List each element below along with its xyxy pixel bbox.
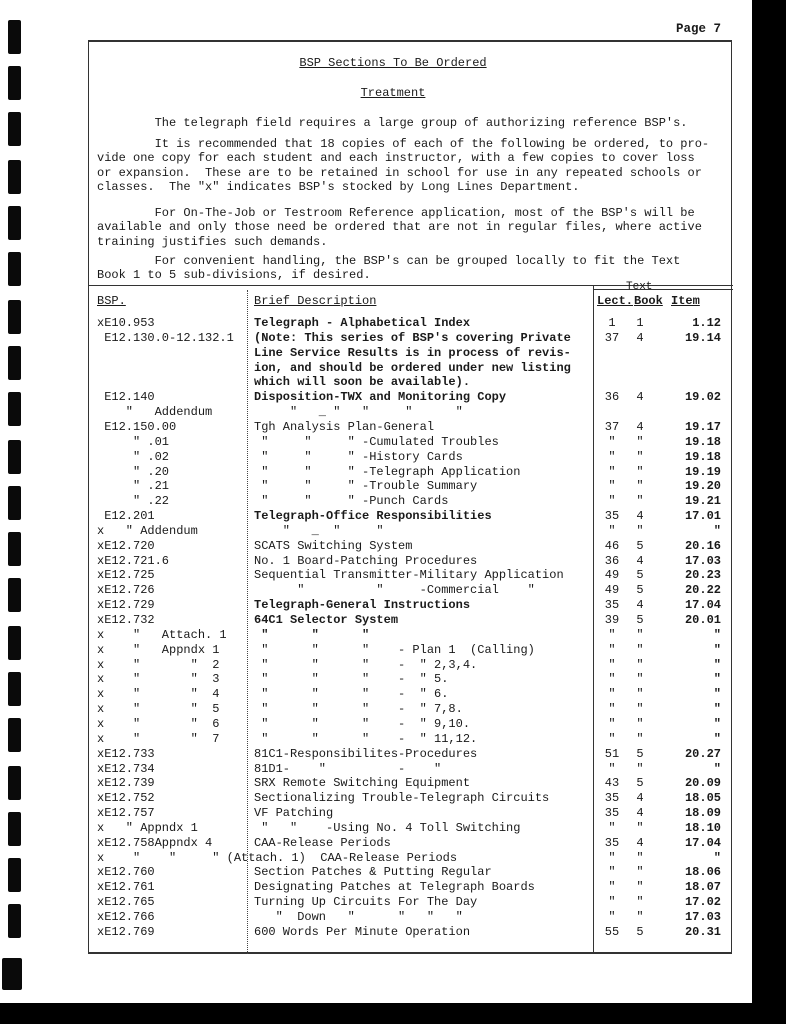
bsp-cell: x " " " (Attach. 1) CAA-Release Periods [97, 850, 458, 865]
description-cell: " " " - " 2,3,4. [254, 657, 478, 672]
description-cell: Sectionalizing Trouble-Telegraph Circuits [254, 791, 550, 806]
description-cell: " " " -History Cards [254, 449, 463, 464]
book-cell: " [636, 716, 644, 731]
lect-cell: 1 [608, 316, 616, 330]
lect-cell: " [608, 479, 616, 494]
item-cell: " [713, 627, 721, 642]
table-row [0, 895, 786, 910]
item-cell: 17.03 [684, 553, 721, 568]
table-row [0, 628, 786, 643]
description-cell: Sequential Transmitter-Military Application [254, 568, 564, 583]
paragraph-recommendation: It is recommended that 18 copies of each of the following be ordered, to pro- vide one copy for each student and each instructor, with a few copies to cover loss or expansion. These are to be retained in school for use in any repeated schools or classes. The "x" indicates BSP's stocked by Long Lines Department. [97, 137, 710, 194]
book-cell: " [636, 642, 644, 657]
item-cell: " [713, 702, 721, 717]
header-book: Book [634, 294, 663, 308]
book-cell: " [636, 731, 644, 746]
lect-cell: " [608, 657, 616, 672]
lect-cell: " [608, 464, 616, 479]
table-row [0, 450, 786, 465]
description-cell: " " " - " 5. [254, 672, 449, 687]
table-row [0, 702, 786, 717]
description-cell: " " -Using No. 4 Toll Switching [254, 820, 521, 835]
item-cell: " [713, 672, 721, 687]
book-cell: " [636, 850, 644, 865]
bsp-cell: xE12.729 [97, 598, 155, 613]
lect-cell: " [608, 880, 616, 895]
description-cell: which will soon be available). [254, 375, 471, 390]
book-cell: " [636, 434, 644, 449]
description-cell: " " -Commercial " [254, 583, 535, 598]
lect-cell: 35 [604, 598, 620, 613]
book-cell: 4 [636, 509, 644, 524]
binding-hole [2, 958, 22, 990]
lect-cell: 35 [604, 509, 620, 524]
description-cell: " " " - " 6. [254, 687, 449, 702]
table-row [0, 465, 786, 480]
table-row [0, 509, 786, 524]
item-cell: 17.03 [684, 910, 721, 924]
lect-cell: " [608, 702, 616, 717]
item-cell: 19.20 [684, 479, 721, 494]
lect-cell: 49 [604, 583, 620, 598]
lect-cell: " [608, 672, 616, 687]
book-cell: 4 [636, 330, 644, 345]
table-row [0, 316, 786, 331]
book-cell: " [636, 910, 644, 924]
description-cell: 600 Words Per Minute Operation [254, 924, 471, 939]
item-cell: 17.01 [684, 509, 721, 524]
item-cell: 18.07 [684, 880, 721, 895]
table-row [0, 851, 786, 866]
bsp-cell: xE12.769 [97, 924, 155, 939]
table-row [0, 405, 786, 420]
bsp-cell: " .20 [97, 464, 170, 479]
document-title: BSP Sections To Be Ordered [299, 56, 487, 70]
book-cell: " [636, 672, 644, 687]
description-cell: " " " - " 9,10. [254, 716, 471, 731]
description-cell: 81C1-Responsibilites-Procedures [254, 746, 478, 761]
table-row [0, 494, 786, 509]
book-cell: 4 [636, 791, 644, 806]
item-cell: " [713, 850, 721, 865]
lect-cell: 37 [604, 419, 620, 434]
table-row [0, 524, 786, 539]
item-cell: " [713, 642, 721, 657]
lect-cell: " [608, 523, 616, 538]
bsp-cell: x " Appndx 1 [97, 642, 220, 657]
item-cell: 19.18 [684, 449, 721, 464]
table-row [0, 598, 786, 613]
bsp-cell: E12.140 [97, 390, 155, 405]
bsp-cell: xE12.739 [97, 776, 155, 791]
bsp-cell: " .21 [97, 479, 170, 494]
item-cell: 18.06 [684, 865, 721, 880]
lect-cell: " [608, 687, 616, 702]
lect-cell: " [608, 761, 616, 776]
item-cell: 18.05 [684, 791, 721, 806]
bsp-cell: xE12.720 [97, 538, 155, 553]
bsp-cell: x " " 6 [97, 716, 220, 731]
lect-cell: " [608, 820, 616, 835]
description-cell: " _ " " " " [254, 405, 463, 420]
item-cell: " [713, 657, 721, 672]
table-row [0, 791, 786, 806]
bsp-cell: xE12.766 [97, 910, 155, 924]
description-cell: " " " [254, 627, 370, 642]
table-row [0, 568, 786, 583]
book-cell: " [636, 880, 644, 895]
item-cell: " [713, 687, 721, 702]
book-cell: 5 [636, 924, 644, 939]
table-row [0, 346, 786, 361]
binding-hole [8, 160, 21, 194]
table-row [0, 687, 786, 702]
book-cell: 1 [636, 316, 644, 330]
item-cell: 20.23 [684, 568, 721, 583]
item-cell: 17.02 [684, 895, 721, 910]
book-cell: 4 [636, 598, 644, 613]
description-cell: VF Patching [254, 806, 334, 821]
header-lect: Lect. [597, 294, 634, 308]
lect-cell: 36 [604, 553, 620, 568]
table-row [0, 910, 786, 925]
lect-cell: " [608, 449, 616, 464]
item-cell: 19.02 [684, 390, 721, 405]
table-row [0, 836, 786, 851]
book-cell: " [636, 479, 644, 494]
item-cell: 19.19 [684, 464, 721, 479]
lect-cell: " [608, 850, 616, 865]
description-cell: Telegraph - Alphabetical Index [254, 316, 471, 330]
lect-cell: " [608, 865, 616, 880]
item-cell: 18.10 [684, 820, 721, 835]
lect-cell: " [608, 731, 616, 746]
bsp-cell: " Addendum [97, 405, 213, 420]
book-cell: 4 [636, 419, 644, 434]
table-row [0, 865, 786, 880]
book-cell: " [636, 657, 644, 672]
book-cell: " [636, 494, 644, 509]
table-row [0, 375, 786, 390]
book-cell: " [636, 761, 644, 776]
table-row [0, 435, 786, 450]
bsp-cell: xE12.752 [97, 791, 155, 806]
description-cell: SCATS Switching System [254, 538, 413, 553]
lect-cell: 36 [604, 390, 620, 405]
lect-cell: 46 [604, 538, 620, 553]
bsp-cell: x " Addendum [97, 523, 198, 538]
item-cell: 19.17 [684, 419, 721, 434]
lect-cell: 37 [604, 330, 620, 345]
bsp-cell: E12.201 [97, 509, 155, 524]
description-cell: " " " -Telegraph Application [254, 464, 521, 479]
bsp-cell: E12.130.0-12.132.1 [97, 330, 234, 345]
bsp-cell: x " " 7 [97, 731, 220, 746]
bsp-cell: xE12.732 [97, 613, 155, 627]
description-cell: SRX Remote Switching Equipment [254, 776, 471, 791]
scan-edge-bottom [0, 1003, 786, 1024]
lect-cell: 35 [604, 835, 620, 850]
page-number: Page 7 [676, 22, 722, 36]
bsp-cell: " .02 [97, 449, 170, 464]
bsp-cell: xE12.725 [97, 568, 155, 583]
description-cell: No. 1 Board-Patching Procedures [254, 553, 478, 568]
bsp-cell: x " Appndx 1 [97, 820, 198, 835]
description-cell: Disposition-TWX and Monitoring Copy [254, 390, 507, 405]
table-row [0, 583, 786, 598]
table-row [0, 658, 786, 673]
description-cell: (Note: This series of BSP's covering Private [254, 330, 571, 345]
description-cell: ion, and should be ordered under new listing [254, 360, 571, 375]
table-row [0, 925, 786, 940]
item-cell: " [713, 716, 721, 731]
book-cell: 4 [636, 835, 644, 850]
book-cell: " [636, 820, 644, 835]
table-row [0, 880, 786, 895]
lect-cell: 35 [604, 806, 620, 821]
book-cell: 5 [636, 538, 644, 553]
table-row [0, 747, 786, 762]
bsp-cell: xE12.760 [97, 865, 155, 880]
header-bsp: BSP. [97, 294, 126, 308]
item-cell: 17.04 [684, 598, 721, 613]
item-cell: 20.16 [684, 538, 721, 553]
book-cell: " [636, 464, 644, 479]
description-cell: " " " - " 11,12. [254, 731, 478, 746]
description-cell: Turning Up Circuits For The Day [254, 895, 478, 910]
description-cell: " " " -Cumulated Troubles [254, 434, 499, 449]
lect-cell: 35 [604, 791, 620, 806]
book-cell: 5 [636, 583, 644, 598]
bsp-cell: xE12.721.6 [97, 553, 170, 568]
binding-hole [8, 252, 21, 286]
bsp-cell: xE12.757 [97, 806, 155, 821]
header-item: Item [671, 294, 700, 308]
item-cell: 19.14 [684, 330, 721, 345]
book-cell: " [636, 895, 644, 910]
bsp-cell: xE12.726 [97, 583, 155, 598]
book-cell: " [636, 865, 644, 880]
bsp-cell: xE10.953 [97, 316, 155, 330]
item-cell: 1.12 [692, 316, 721, 330]
bsp-cell: x " " 5 [97, 702, 220, 717]
book-cell: 5 [636, 568, 644, 583]
table-row [0, 806, 786, 821]
description-cell: Tgh Analysis Plan-General [254, 419, 435, 434]
lect-cell: " [608, 910, 616, 924]
description-cell: " " " - Plan 1 (Calling) [254, 642, 535, 657]
table-row [0, 539, 786, 554]
text-group-header: Text [626, 281, 653, 293]
lect-cell: 49 [604, 568, 620, 583]
item-cell: 20.01 [684, 613, 721, 627]
bsp-cell: xE12.765 [97, 895, 155, 910]
description-cell: " Down " " " " [254, 910, 463, 924]
table-row [0, 479, 786, 494]
binding-hole [8, 20, 21, 54]
bsp-cell: x " " 3 [97, 672, 220, 687]
description-cell: Line Service Results is in process of revis- [254, 345, 571, 360]
book-cell: " [636, 523, 644, 538]
lect-cell: 39 [604, 613, 620, 627]
book-cell: 5 [636, 746, 644, 761]
book-cell: " [636, 702, 644, 717]
book-cell: 4 [636, 553, 644, 568]
table-row [0, 717, 786, 732]
description-cell: 81D1- " - " [254, 761, 442, 776]
bsp-cell: " .22 [97, 494, 170, 509]
table-row [0, 732, 786, 747]
item-cell: 18.09 [684, 806, 721, 821]
item-cell: 17.04 [684, 835, 721, 850]
bsp-cell: x " " 4 [97, 687, 220, 702]
lect-cell: " [608, 895, 616, 910]
lect-cell: 55 [604, 924, 620, 939]
table-row [0, 762, 786, 777]
description-cell: " " " -Trouble Summary [254, 479, 478, 494]
description-cell: Section Patches & Putting Regular [254, 865, 492, 880]
binding-hole [8, 206, 21, 240]
item-cell: 20.27 [684, 746, 721, 761]
item-cell: 19.18 [684, 434, 721, 449]
book-cell: " [636, 687, 644, 702]
table-row [0, 613, 786, 628]
description-cell: " " " - " 7,8. [254, 702, 463, 717]
item-cell: " [713, 523, 721, 538]
table-row [0, 420, 786, 435]
item-cell: " [713, 761, 721, 776]
lect-cell: 51 [604, 746, 620, 761]
bsp-cell: x " Attach. 1 [97, 627, 227, 642]
table-row [0, 643, 786, 658]
bsp-cell: x " " 2 [97, 657, 220, 672]
book-cell: " [636, 627, 644, 642]
document-subtitle: Treatment [360, 86, 426, 100]
table-row [0, 554, 786, 569]
lect-cell: " [608, 434, 616, 449]
item-cell: 20.22 [684, 583, 721, 598]
bsp-cell: E12.150.00 [97, 419, 177, 434]
binding-hole [8, 112, 21, 146]
table-row [0, 331, 786, 346]
book-cell: 5 [636, 613, 644, 627]
item-cell: " [713, 731, 721, 746]
bsp-cell: xE12.758Appndx 4 [97, 835, 213, 850]
description-cell: " " " -Punch Cards [254, 494, 449, 509]
bsp-cell: " .01 [97, 434, 170, 449]
lect-cell: " [608, 494, 616, 509]
table-row [0, 390, 786, 405]
table-row [0, 821, 786, 836]
paragraph-on-the-job: For On-The-Job or Testroom Reference application, most of the BSP's will be available and only those need be ordered that are not in regular files, where active training justifies such demands. [97, 206, 702, 249]
description-cell: " _ " " [254, 523, 384, 538]
text-header-rule [593, 289, 733, 290]
table-row [0, 672, 786, 687]
book-cell: " [636, 449, 644, 464]
book-cell: 5 [636, 776, 644, 791]
description-cell: Designating Patches at Telegraph Boards [254, 880, 535, 895]
table-row [0, 776, 786, 791]
paragraph-handling: For convenient handling, the BSP's can be grouped locally to fit the Text Book 1 to 5 sub-divisions, if desired. [97, 254, 681, 283]
item-cell: 20.31 [684, 924, 721, 939]
bsp-cell: xE12.761 [97, 880, 155, 895]
bsp-cell: xE12.733 [97, 746, 155, 761]
item-cell: 19.21 [684, 494, 721, 509]
lect-cell: " [608, 716, 616, 731]
description-cell: Telegraph-Office Responsibilities [254, 509, 492, 524]
book-cell: 4 [636, 806, 644, 821]
paragraph-intro: The telegraph field requires a large group of authorizing reference BSP's. [97, 116, 688, 130]
table-row [0, 361, 786, 376]
header-description: Brief Description [254, 294, 377, 308]
bsp-cell: xE12.734 [97, 761, 155, 776]
book-cell: 4 [636, 390, 644, 405]
description-cell: 64C1 Selector System [254, 613, 399, 627]
description-cell: CAA-Release Periods [254, 835, 391, 850]
lect-cell: 43 [604, 776, 620, 791]
lect-cell: " [608, 642, 616, 657]
description-cell: Telegraph-General Instructions [254, 598, 471, 613]
lect-cell: " [608, 627, 616, 642]
item-cell: 20.09 [684, 776, 721, 791]
